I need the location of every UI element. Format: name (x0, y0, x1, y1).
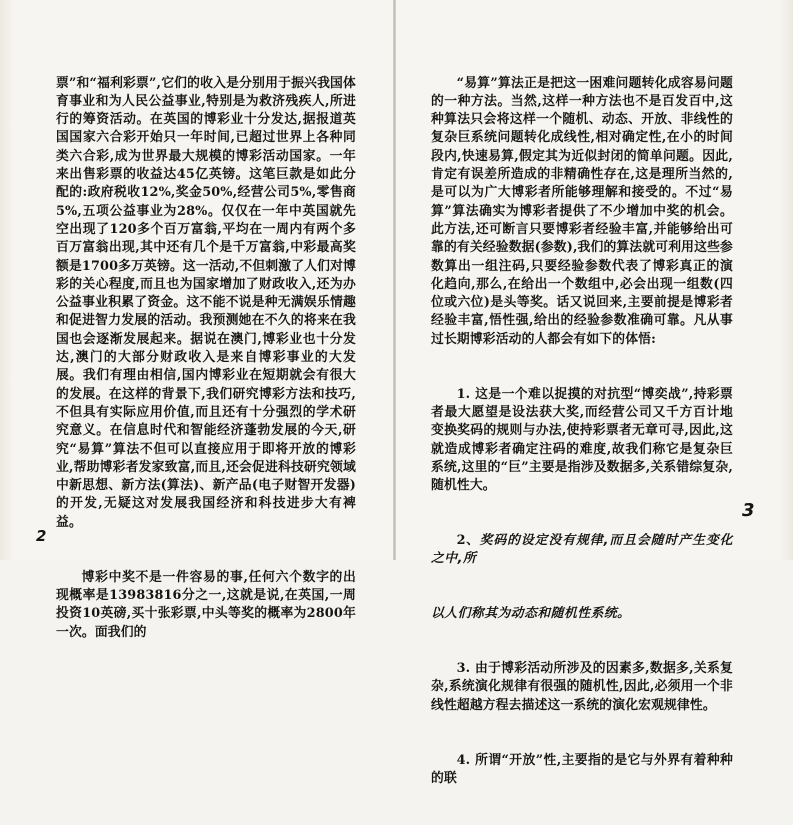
handwritten-line-1: 奖码的设定没有规律,而且会随时产生变化之中,所 (431, 533, 733, 567)
left-page-text (56, 38, 356, 678)
left-paragraph-1: 票”和“福利彩票”,它们的收入是分别用于振兴我国体育事业和为人民公益事业,特别是为救济残疾人,所进行的筹资活动。在英国的博彩业十分发达,据报道英国国家六合彩开始只一年时间,已超过世界上各种同类六合彩,成为世界最大规模的博彩活动国家。一年来出售彩票的收益达45亿英镑。这笔巨款是如此分配的:政府税收12%,奖金50%,经营公司5%,零售商5%,五项公益事业为28%。仅仅在一年中英国就先空出现了120多个百万富翁,平均在一周内有两个多百万富翁出现,其中还有几个是千万富翁,中彩最高奖额是1700多万英镑。这一活动,不但刺激了人们对博彩的关心程度,而且也为国家增加了财政收入,还为办公益事业积累了资金。这不能不说是种无满娱乐情趣和促进智力发展的活动。我预测她在不久的将来在我国也会逐渐发展起来。据说在澳门,博彩业也十分发达,澳门的大部分财政收入是来自博彩事业的大发展。我们有理由相信,国内博彩业在短期就会有很大的发展。在这样的背景下,我们研究博彩方法和技巧,不但具有实际应用价值,而且还有十分强烈的学术研究意义。在信息时代和智能经济蓬勃发展的今天,研究“易算”算法不但可以直接应用于即将开放的博彩业,帮助博彩者发家致富,而且,还会促进科技研究领域中新思想、新方法(算法)、新产品(电子财智开发器)的开发,无疑这对发展我国经济和科技进步大有裨益。 (56, 75, 356, 530)
right-page (396, 0, 793, 786)
scan-edge-right (779, 0, 793, 560)
left-page-number: 2 (36, 527, 47, 545)
right-page-number: 3 (742, 500, 755, 521)
right-paragraph-3 (431, 532, 733, 569)
right-page-text (431, 38, 733, 825)
left-paragraph-2: 博彩中奖不是一件容易的事,任何六个数字的出现概率是13983816分之一,这就是说,在英国,一周投资10英磅,买十张彩票,中头等奖的概率为2800年一次。面我们的 (56, 569, 356, 640)
right-paragraph-4: 3. 由于博彩活动所涉及的因素多,数据多,关系复杂,系统演化规律有很强的随机性,因此,必须用一个非线性超越方程去描述这一系统的演化宏观规律性。 (431, 661, 733, 713)
right-paragraph-5: 4. 所谓“开放”性,主要指的是它与外界有着种种的联 (431, 752, 733, 786)
left-page (0, 0, 394, 640)
right-paragraph-2: 1. 这是一个难以捉摸的对抗型“博奕战”,持彩票者最大愿望是设法获大奖,而经营公司又千方百计地变换奖码的规则与办法,使持彩票者无章可寻,因此,这就造成博彩者确定注码的难度,故我们称它是复杂巨系统,这里的“巨”主要是指涉及数据多,关系错综复杂,随机性大。 (431, 386, 733, 494)
right-paragraph-3-number: 2、 (456, 533, 480, 549)
right-paragraph-1: “易算”算法正是把这一困难问题转化成容易问题的一种方法。当然,这样一种方法也不是百发百中,这种算法只会将这样一个随机、动态、开放、非线性的复杂巨系统问题转化成线性,相对确定性,在小的时间段内,快速易算,假定其为近似封闭的简单问题。因此,肯定有误差所造成的非精确性存在,这是理所当然的,是可以为广大博彩者所能够理解和接受的。不过“易算”算法确实为博彩者提供了不少增加中奖的机会。此方法,还可断言只要博彩者经验丰富,并能够给出可靠的有关经验数据(参数),我们的算法就可利用这些参数算出一组注码,只要经验参数代表了博彩真正的演化趋向,那么,在给出一个数组中,必会出现一组数(四位或六位)是头等奖。话又说回来,主要前提是博彩者经验丰富,悟性强,给出的经验参数准确可靠。凡从事过长期博彩活动的人都会有如下的体悟: (431, 75, 733, 347)
handwritten-line-2: 以人们称其为动态和随机性系统。 (431, 606, 631, 622)
